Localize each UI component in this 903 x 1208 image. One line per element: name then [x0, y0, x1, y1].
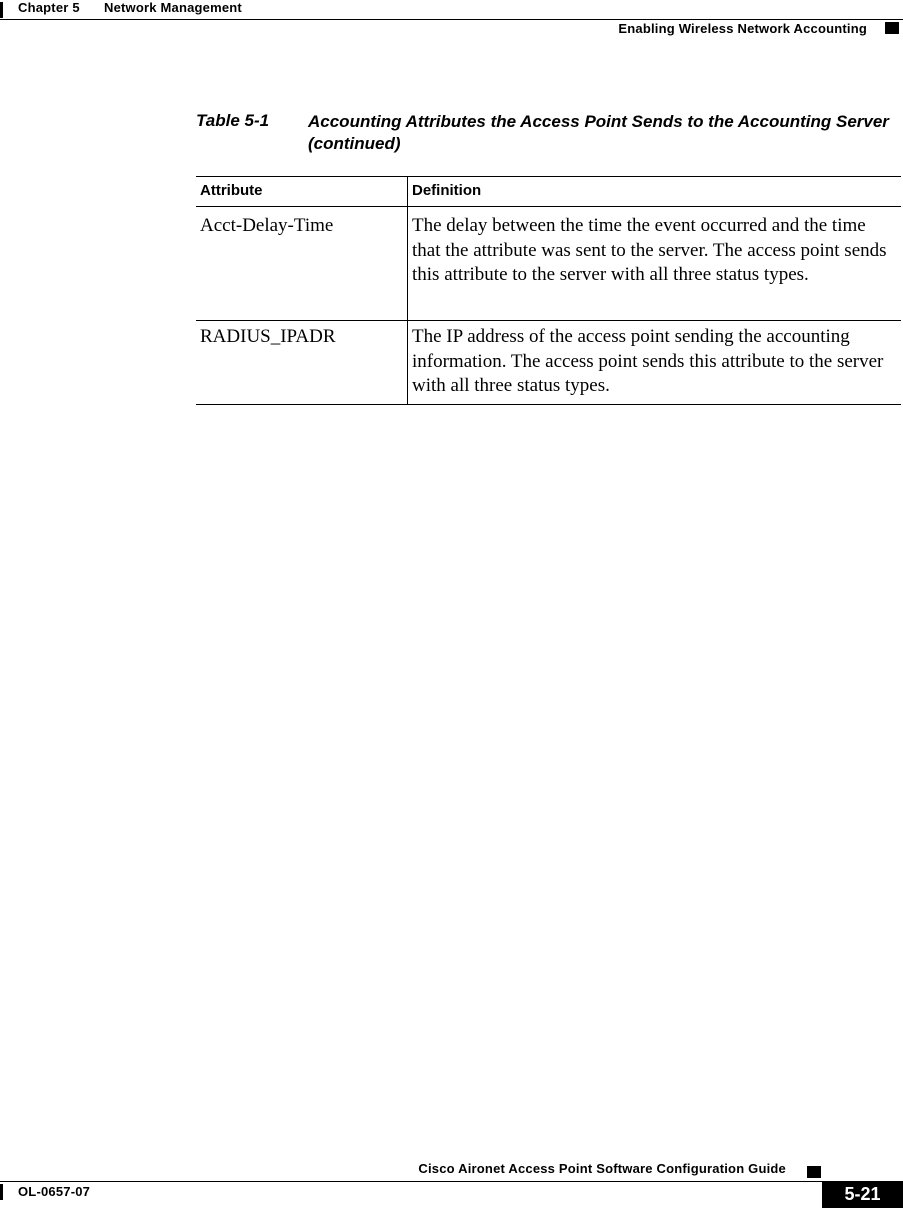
table-cell-definition: The IP address of the access point sending the accounting information. The access point sends this attribute to the server with all three status types.	[412, 326, 884, 396]
table-bottom-rule	[196, 404, 901, 405]
chapter-label: Chapter 5	[18, 0, 80, 15]
header-rule	[0, 19, 903, 20]
guide-title: Cisco Aironet Access Point Software Configuration Guide	[418, 1161, 786, 1176]
table-top-rule	[196, 176, 901, 177]
chapter-title: Network Management	[104, 0, 242, 15]
table-cell-definition: The delay between the time the event occurred and the time that the attribute was sent to the server. The access point sends this attribute to the server with all three status types.	[412, 215, 887, 285]
column-header-attribute: Attribute	[200, 182, 263, 199]
footer-marker	[807, 1166, 821, 1178]
table-caption-title: Accounting Attributes the Access Point Sends to the Accounting Server (continued)	[308, 112, 889, 153]
footer-rule	[0, 1181, 903, 1182]
table-cell-attribute: Acct-Delay-Time	[200, 215, 334, 236]
table-caption-number: Table 5-1	[196, 111, 270, 130]
column-divider	[407, 176, 408, 405]
header-row-rule	[196, 206, 901, 207]
column-header-definition: Definition	[412, 182, 482, 199]
section-title: Enabling Wireless Network Accounting	[618, 21, 867, 36]
document-number: OL-0657-07	[18, 1184, 91, 1199]
table-cell-attribute: RADIUS_IPADR	[200, 326, 336, 347]
page-number: 5-21	[844, 1184, 881, 1204]
page-number-box	[822, 1181, 903, 1208]
row-rule	[196, 320, 901, 321]
header-left-bar	[0, 2, 3, 18]
header-marker	[885, 22, 899, 34]
footer-left-bar	[0, 1184, 3, 1200]
